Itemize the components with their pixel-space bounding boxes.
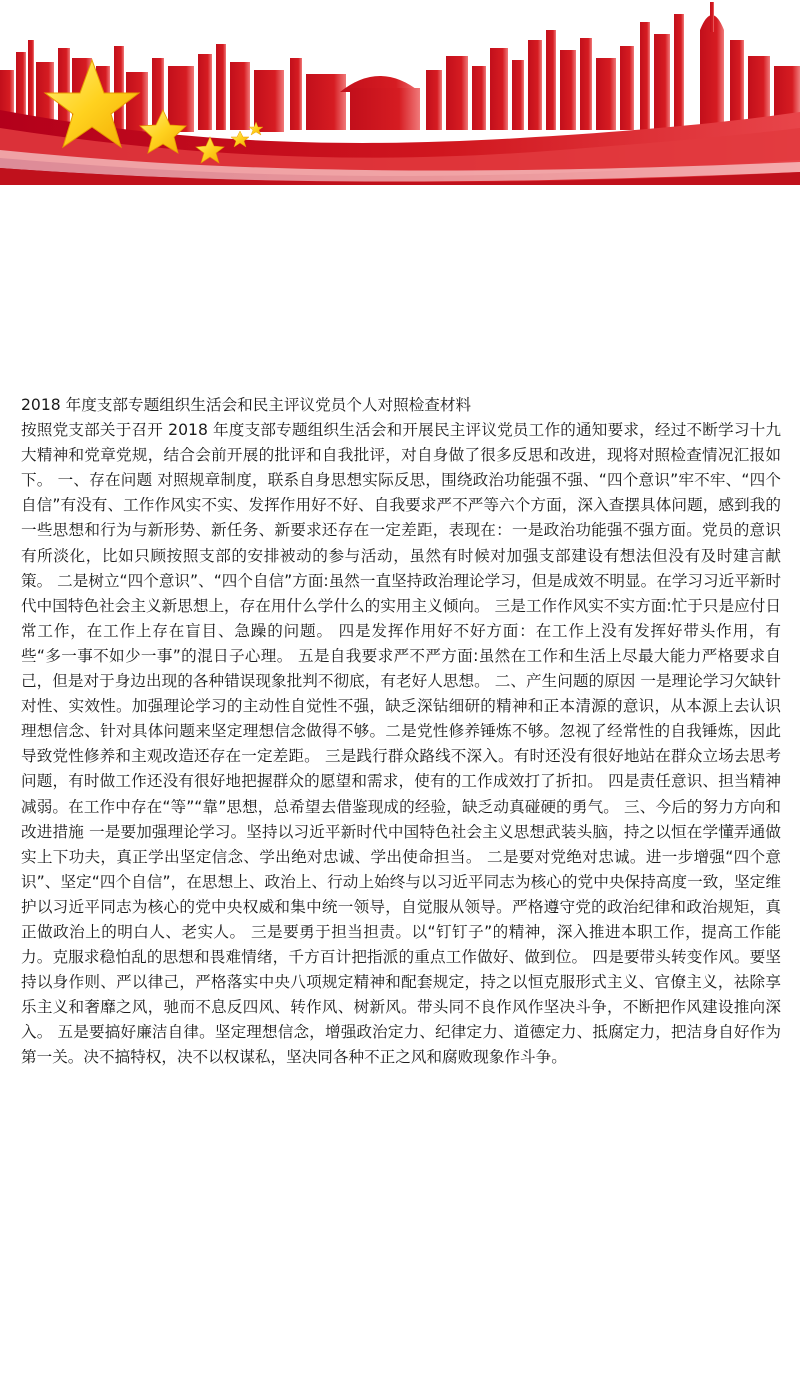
city-skyline-icon xyxy=(0,2,800,132)
banner-graphic xyxy=(0,0,800,185)
header-banner xyxy=(0,0,800,185)
document-content xyxy=(21,393,781,1071)
document-body: 按照党支部关于召开 2018 年度支部专题组织生活会和开展民主评议党员工作的通知要求，经过不断学习十九大精神和党章党规，结合会前开展的批评和自我批评，对自身做了很多反思和改进，现将对照检查情况汇报如下。 一、存在问题 对照规章制度，联系自身思想实际反思，围绕政治功能强不强、“四个意识”牢不牢、“四个自信”有没有、工作作风实不实、发挥作用好不好、自我要求严不严等六个方面，深入查摆具体问题，感到我的一些思想和行为与新形势、新任务、新要求还存在一定差距，表现在：一是政治功能强不强方面。党员的意识有所淡化，比如只顾按照支部的安排被动的参与活动，虽然有时候对加强支部建设有想法但没有及时建言献策。 二是树立“四个意识”、“四个自信”方面:虽然一直坚持政治理论学习，但是成效不明显。在学习习近平新时代中国特色社会主义新思想上，存在用什么学什么的实用主义倾向。 三是工作作风实不实方面:忙于只是应付日常工作，在工作上存在盲目、急躁的问题。 四是发挥作用好不好方面：在工作上没有发挥好带头作用，有些“多一事不如少一事”的混日子心理。 五是自我要求严不严方面:虽然在工作和生活上尽最大能力严格要求自己，但是对于身边出现的各种错误现象批判不彻底，有老好人思想。 二、产生问题的原因 一是理论学习欠缺针对性、实效性。加强理论学习的主动性自觉性不强，缺乏深钻细研的精神和正本清源的意识，从本源上去认识理想信念、针对具体问题来坚定理想信念做得不够。二是党性修养锤炼不够。忽视了经常性的自我锤炼，因此导致党性修养和主观改造还存在一定差距。 三是践行群众路线不深入。有时还没有很好地站在群众立场去思考问题，有时做工作还没有很好地把握群众的愿望和需求，使有的工作成效打了折扣。 四是责任意识、担当精神减弱。在工作中存在“等”“靠”思想，总希望去借鉴现成的经验，缺乏动真碰硬的勇气。 三、今后的努力方向和改进措施 一是要加强理论学习。坚持以习近平新时代中国特色社会主义思想武装头脑，持之以恒在学懂弄通做实上下功夫，真正学出坚定信念、学出绝对忠诚、学出使命担当。 二是要对党绝对忠诚。进一步增强“四个意识”、坚定“四个自信”，在思想上、政治上、行动上始终与以习近平同志为核心的党中央保持高度一致，坚定维护以习近平同志为核心的党中央权威和集中统一领导，自觉服从领导。严格遵守党的政治纪律和政治规矩，真正做政治上的明白人、老实人。 三是要勇于担当担责。以“钉钉子”的精神，深入推进本职工作，提高工作能力。克服求稳怕乱的思想和畏难情绪，千方百计把指派的重点工作做好、做到位。 四是要带头转变作风。要坚持以身作则、严以律己，严格落实中央八项规定精神和配套规定，持之以恒克服形式主义、官僚主义，祛除享乐主义和奢靡之风，驰而不息反四风、转作风、树新风。带头同不良作风作坚决斗争，不断把作风建设推向深入。 五是要搞好廉洁自律。坚定理想信念，增强政治定力、纪律定力、道德定力、抵腐定力，把洁身自好作为第一关。决不搞特权，决不以权谋私，坚决同各种不正之风和腐败现象作斗争。 xyxy=(21,421,781,1067)
document-title: 2018 年度支部专题组织生活会和民主评议党员个人对照检查材料 xyxy=(21,396,472,414)
